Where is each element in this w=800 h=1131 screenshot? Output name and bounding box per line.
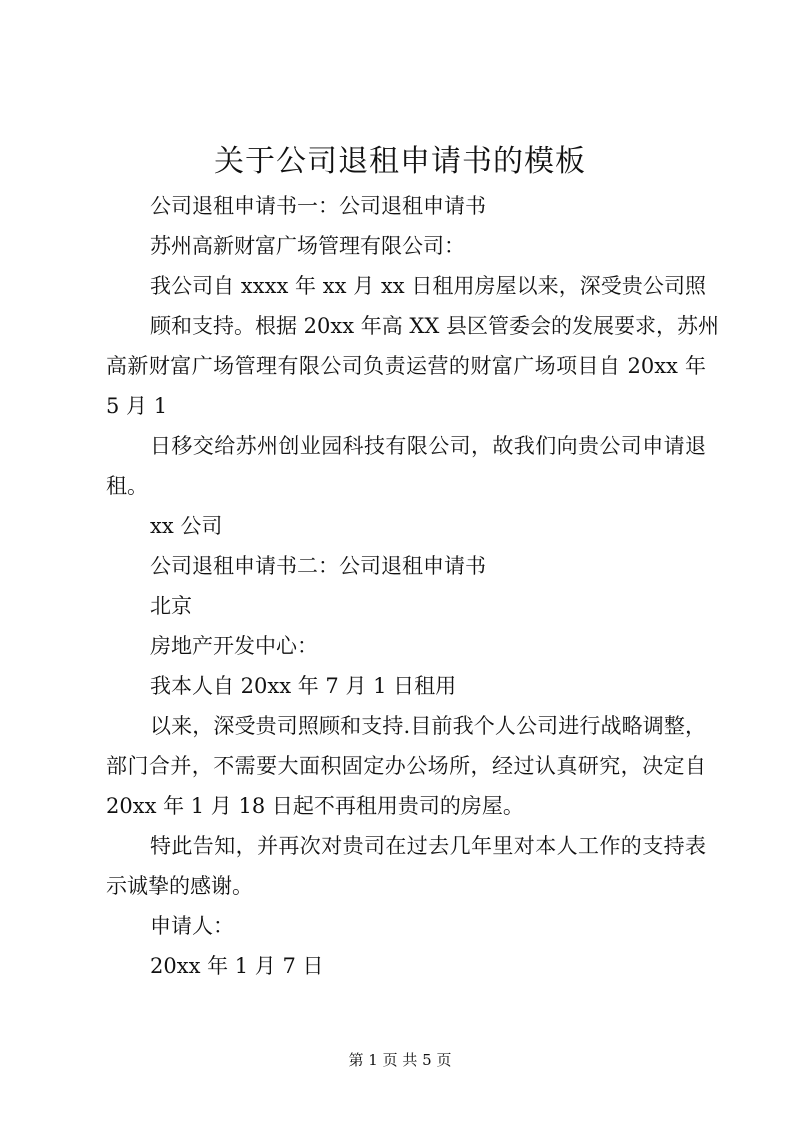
paragraph-line: 部门合并，不需要大面积固定办公场所，经过认真研究，决定自 — [106, 754, 706, 778]
document-title: 关于公司退租申请书的模板 — [214, 144, 586, 179]
paragraph-line: xx 公司 — [150, 514, 223, 538]
paragraph-line: 租。 — [106, 474, 148, 498]
paragraph-line: 示诚挚的感谢。 — [106, 874, 253, 898]
paragraph-line: 高新财富广场管理有限公司负责运营的财富广场项目自 20xx 年 — [106, 354, 706, 378]
paragraph-line: 房地产开发中心： — [150, 634, 318, 658]
paragraph-line: 公司退租申请书一：公司退租申请书 — [150, 194, 486, 218]
paragraph-line: 日移交给苏州创业园科技有限公司，故我们向贵公司申请退 — [150, 434, 706, 458]
paragraph-line: 5 月 1 — [106, 394, 168, 418]
paragraph-line: 20xx 年 1 月 7 日 — [150, 954, 324, 978]
paragraph-line: 我本人自 20xx 年 7 月 1 日租用 — [150, 674, 457, 698]
paragraph-line: 我公司自 xxxx 年 xx 月 xx 日租用房屋以来，深受贵公司照 — [150, 274, 706, 298]
paragraph-line: 20xx 年 1 月 18 日起不再租用贵司的房屋。 — [106, 794, 524, 818]
paragraph-line: 苏州高新财富广场管理有限公司： — [150, 234, 465, 258]
document-body — [106, 186, 720, 986]
paragraph-line: 公司退租申请书二：公司退租申请书 — [150, 554, 486, 578]
paragraph-line: 申请人： — [150, 914, 234, 938]
paragraph-line: 顾和支持。根据 20xx 年高 XX 县区管委会的发展要求，苏州 — [150, 314, 720, 338]
paragraph-line: 北京 — [150, 594, 192, 618]
paragraph-line: 特此告知，并再次对贵司在过去几年里对本人工作的支持表 — [150, 834, 706, 858]
page-number-footer: 第 1 页 共 5 页 — [348, 1051, 452, 1069]
paragraph-line: 以来，深受贵司照顾和支持.目前我个人公司进行战略调整， — [150, 714, 706, 738]
